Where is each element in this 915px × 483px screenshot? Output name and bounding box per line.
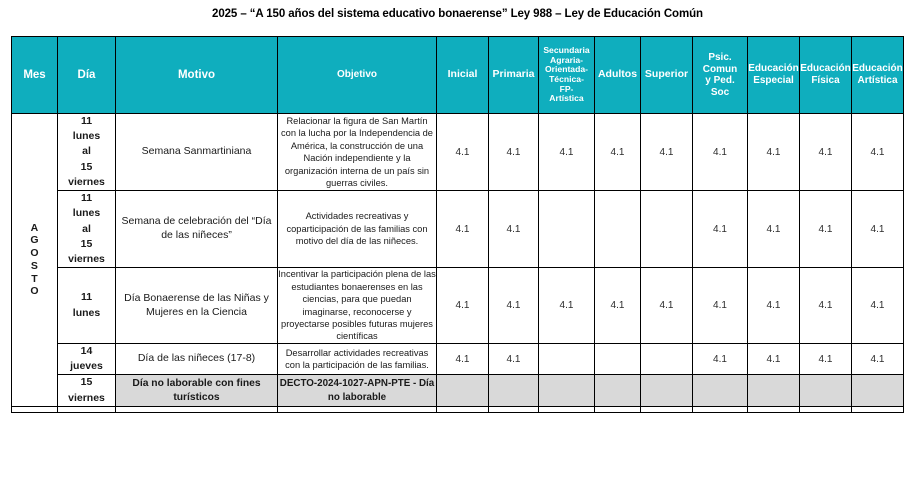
partial-cell (12, 406, 58, 412)
value-cell-primaria: 4.1 (489, 343, 539, 374)
table-row (12, 114, 904, 191)
objetivo-cell: Actividades recreativas y coparticipación de las familias con motivo del día de las niñeces. (278, 191, 437, 268)
partial-cell (539, 406, 595, 412)
value-cell-primaria (489, 375, 539, 406)
value-cell-adultos (595, 375, 641, 406)
column-header-superior: Superior (641, 37, 693, 114)
column-header-educacion-fisica (800, 37, 852, 114)
month-letter: O (30, 285, 39, 298)
partial-cell (641, 406, 693, 412)
day-line: 14 (80, 344, 93, 357)
objetivo-cell: Relacionar la figura de San Martín con la lucha por la Independencia de América, la construcción de una Nación independiente y la organización interna de un país sin guerras civiles. (278, 114, 437, 191)
partial-cell (489, 406, 539, 412)
month-letter-stack (12, 222, 57, 299)
objetivo-cell: Desarrollar actividades recreativas con la participación de las familias. (278, 343, 437, 374)
day-line: 15 (80, 160, 93, 173)
partial-cell (437, 406, 489, 412)
psic-line-4: Soc (710, 86, 730, 98)
motivo-cell: Semana de celebración del “Día de las niñeces” (116, 191, 278, 268)
value-cell-superior (641, 191, 693, 268)
partial-cell (800, 406, 852, 412)
day-line: al (82, 222, 91, 235)
value-cell-secundaria (539, 343, 595, 374)
motivo-cell: Día Bonaerense de las Niñas y Mujeres en la Ciencia (116, 268, 278, 344)
day-line: lunes (72, 306, 101, 319)
day-line: 15 (80, 237, 93, 250)
month-cell-agosto (12, 114, 58, 407)
day-line: 11 (80, 115, 93, 127)
value-cell-adultos (595, 191, 641, 268)
artistica-line-1: Educación (852, 63, 903, 75)
value-cell-fisica (800, 375, 852, 406)
psic-line-2: Comun (702, 63, 738, 75)
table-row (12, 191, 904, 268)
value-cell-superior: 4.1 (641, 114, 693, 191)
day-cell (58, 191, 116, 268)
calendar-table-wrapper (11, 36, 903, 413)
month-letter: O (30, 247, 39, 260)
month-letter: A (30, 221, 39, 234)
secundaria-line-3: Orientada- (545, 64, 588, 75)
partial-cell (278, 406, 437, 412)
column-header-objetivo: Objetivo (278, 37, 437, 114)
value-cell-adultos: 4.1 (595, 114, 641, 191)
table-header-row (12, 37, 904, 114)
value-cell-artistica: 4.1 (852, 114, 904, 191)
secundaria-line-6: Artística (549, 93, 584, 104)
value-cell-superior: 4.1 (641, 268, 693, 344)
value-cell-psic: 4.1 (693, 343, 748, 374)
value-cell-especial: 4.1 (748, 191, 800, 268)
day-cell (58, 375, 116, 406)
column-header-primaria: Primaria (489, 37, 539, 114)
value-cell-fisica: 4.1 (800, 191, 852, 268)
day-line: al (82, 145, 91, 158)
column-header-educacion-artistica (852, 37, 904, 114)
value-cell-artistica (852, 375, 904, 406)
day-line: lunes (72, 130, 101, 143)
day-line: jueves (70, 360, 103, 373)
value-cell-superior (641, 375, 693, 406)
partial-cell (58, 406, 116, 412)
motivo-cell: Semana Sanmartiniana (116, 114, 278, 191)
objetivo-cell: DECTO-2024-1027-APN-PTE - Día no laborable (278, 375, 437, 406)
value-cell-psic: 4.1 (693, 114, 748, 191)
partial-cell (852, 406, 904, 412)
value-cell-secundaria: 4.1 (539, 114, 595, 191)
day-line: viernes (68, 391, 105, 404)
fisica-line-2: Física (811, 75, 840, 86)
partial-cell (748, 406, 800, 412)
value-cell-secundaria (539, 191, 595, 268)
day-line: lunes (72, 207, 101, 220)
motivo-cell: Día no laborable con fines turísticos (116, 375, 278, 406)
value-cell-artistica: 4.1 (852, 268, 904, 344)
fisica-line-1: Educación (800, 63, 851, 75)
value-cell-primaria: 4.1 (489, 114, 539, 191)
column-header-mes: Mes (12, 37, 58, 114)
value-cell-psic (693, 375, 748, 406)
partial-cell (693, 406, 748, 412)
value-cell-psic: 4.1 (693, 191, 748, 268)
psic-line-1: Psic. (708, 52, 732, 63)
day-cell (58, 343, 116, 374)
especial-line-2: Especial (753, 75, 794, 86)
value-cell-inicial: 4.1 (437, 191, 489, 268)
month-letter: G (30, 234, 39, 247)
value-cell-adultos (595, 343, 641, 374)
value-cell-fisica: 4.1 (800, 343, 852, 374)
day-cell (58, 268, 116, 344)
column-header-motivo: Motivo (116, 37, 278, 114)
table-header (12, 37, 904, 114)
day-line: 11 (80, 192, 93, 205)
school-calendar-table (11, 36, 904, 413)
value-cell-superior (641, 343, 693, 374)
value-cell-fisica: 4.1 (800, 268, 852, 344)
value-cell-especial: 4.1 (748, 268, 800, 344)
column-header-secundaria (539, 37, 595, 114)
secundaria-line-4: Técnica- (549, 74, 584, 84)
column-header-educacion-especial (748, 37, 800, 114)
value-cell-inicial: 4.1 (437, 343, 489, 374)
secundaria-line-1: Secundaria (543, 45, 590, 56)
partial-cell (116, 406, 278, 412)
table-row (12, 343, 904, 374)
day-line: viernes (68, 175, 105, 188)
value-cell-secundaria (539, 375, 595, 406)
table-body (12, 114, 904, 413)
value-cell-fisica: 4.1 (800, 114, 852, 191)
secundaria-line-2: Agraria- (550, 54, 583, 65)
artistica-line-2: Artística (857, 75, 898, 86)
table-row-partial-clipped (12, 406, 904, 412)
month-letter: S (30, 259, 39, 272)
value-cell-artistica: 4.1 (852, 191, 904, 268)
day-line: viernes (68, 252, 105, 265)
table-row (12, 268, 904, 344)
value-cell-adultos: 4.1 (595, 268, 641, 344)
page-title: 2025 – “A 150 años del sistema educativo bonaerense” Ley 988 – Ley de Educación Común (212, 8, 703, 20)
value-cell-inicial: 4.1 (437, 114, 489, 191)
day-line: 15 (80, 376, 93, 389)
value-cell-psic: 4.1 (693, 268, 748, 344)
month-letter: T (31, 272, 38, 285)
column-header-inicial: Inicial (437, 37, 489, 114)
psic-line-3: y Ped. (705, 75, 735, 86)
column-header-dia: Día (58, 37, 116, 114)
table-row (12, 375, 904, 406)
value-cell-inicial: 4.1 (437, 268, 489, 344)
value-cell-artistica: 4.1 (852, 343, 904, 374)
value-cell-especial: 4.1 (748, 343, 800, 374)
partial-cell (595, 406, 641, 412)
value-cell-primaria: 4.1 (489, 191, 539, 268)
value-cell-primaria: 4.1 (489, 268, 539, 344)
value-cell-secundaria: 4.1 (539, 268, 595, 344)
day-line: 11 (80, 291, 93, 304)
day-cell (58, 114, 116, 191)
value-cell-especial (748, 375, 800, 406)
value-cell-especial: 4.1 (748, 114, 800, 191)
column-header-psic-comun-ped-soc (693, 37, 748, 114)
secundaria-line-5: FP- (559, 83, 574, 94)
column-header-adultos: Adultos (595, 37, 641, 114)
motivo-cell: Día de las niñeces (17-8) (116, 343, 278, 374)
value-cell-inicial (437, 375, 489, 406)
objetivo-cell: Incentivar la participación plena de las estudiantes bonaerenses en las ciencias, para que puedan imaginarse, reconocerse y proyectarse posibles futuras mujeres científicas (278, 269, 436, 342)
especial-line-1: Educación (748, 63, 799, 75)
